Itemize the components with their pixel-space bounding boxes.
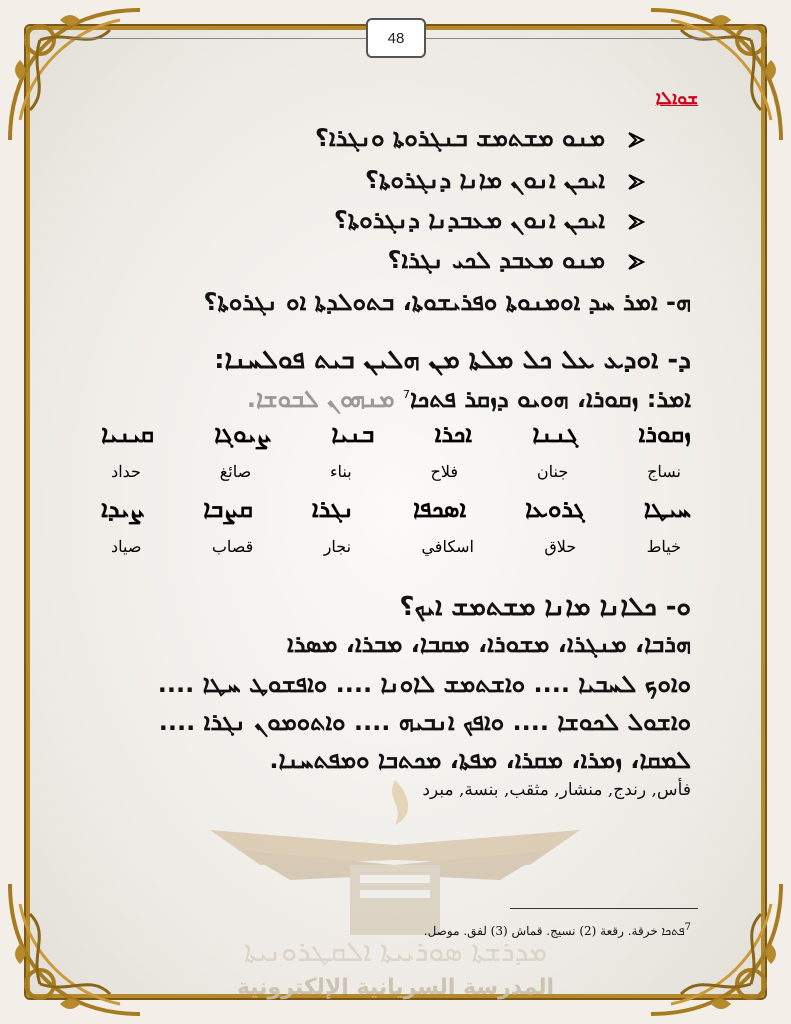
paragraph-line-2: ܘܐܘܟ ܠܚܒܝܐ .... ܘܐܫܬܡܫ ܠܐܘܢܐ .... ܘܐܦܫܘܛ ܚܛܐ .... xyxy=(157,670,691,698)
arabic-tools-line: فأس, رندج, منشار, مثقب, بنسة, مبرد xyxy=(422,780,691,800)
vocab-translation: اسكافي xyxy=(421,537,474,556)
example-line xyxy=(247,385,691,413)
watermark-syriac: ܡܕܪܫܬܐ ܣܘܪܝܝܬܐ ܐܠܩܛܪܘܢܝܬܐ xyxy=(243,935,548,968)
paragraph-line-1: ܗܪܒܐ، ܡܢܓܪܐ، ܡܫܘܪܐ، ܡܩܒܐ، ܡܒܪܐ، ܡܣܪܐ xyxy=(286,630,691,658)
vocab-row-1-syriac xyxy=(101,420,691,448)
footnote xyxy=(424,922,691,939)
vocab-word: ܓܪܘܥܐ xyxy=(525,495,585,523)
vocab-translation: جنان xyxy=(536,462,569,481)
example-rest: ܡܢܗܘܢ ܠܒܘܫܐ. xyxy=(246,385,395,413)
vocab-translation: صائغ xyxy=(219,462,252,481)
watermark-arabic: المدرسة السريانية الإلكترونية xyxy=(236,975,555,1000)
question-v: ܘ- ܟܠܐܢܐ ܡܐܢܐ ܡܫܬܡܫ ܐܝܟ؟ xyxy=(399,592,691,622)
vocab-row-2-syriac xyxy=(101,495,691,523)
question-d: ܕ- ܐܘܕܥ ܥܠ ܟܠ ܡܠܬܐ ܡܢ ܗܠܝܢ ܒܝܬ ܦܘܠܚܢܐ: xyxy=(214,345,691,375)
vocab-translation: خياط xyxy=(646,537,681,556)
vocab-translation: نساج xyxy=(647,462,681,481)
section-label: ܫܘܐܠܐ xyxy=(655,88,698,109)
vocab-word: ܚܝܛܐ xyxy=(643,495,691,523)
question-h: ܗ- ܐܡܪ ܚܕ ܐܘܡܢܘܬܐ ܘܦܪܝܫܘܬܐ، ܒܬܘܠܕܬܐ ܐܘ ܢܓܪܘܬܐ؟ xyxy=(203,288,691,316)
vocab-word: ܐܟܪܐ xyxy=(434,420,473,448)
footnote-text: ܦܬܟܐ خرقة. رقعة (2) نسيج. قماش (3) لفق. موصل. xyxy=(423,924,685,938)
page-number: 48 xyxy=(366,18,426,58)
vocab-word: ܓܢܢܐ xyxy=(532,420,579,448)
vocab-word: ܒܢܝܐ xyxy=(331,420,375,448)
question-1: ܡܢܘ ܡܫܬܡܫ ܒܢܓܪܘܬܐ ܘܢܓܪܐ؟ xyxy=(314,124,605,152)
example-text: ܐܡܪ: ܙܩܘܪܐ، ܗܘܝܘ ܕܙܩܪ ܦܬܟܐ xyxy=(409,385,691,413)
footnote-number: 7 xyxy=(684,922,691,933)
vocab-translation: بناء xyxy=(330,462,352,481)
vocab-translation: نجار xyxy=(323,537,352,556)
question-3: ܐܝܟܢ ܐܢܘܢ ܡܥܒܕܢܐ ܕܢܓܪܘܬܐ؟ xyxy=(333,206,605,234)
arrow-bullet-icon xyxy=(626,172,646,192)
vocab-row-2-arabic xyxy=(111,537,681,556)
vocab-translation: صياد xyxy=(111,537,142,556)
vocab-translation: حلاق xyxy=(544,537,577,556)
question-4: ܡܢܘ ܡܥܒܕ ܠܟܝ ܢܓܪܐ؟ xyxy=(387,246,605,274)
example-footnote-ref: 7 xyxy=(402,388,410,401)
vocab-translation: قصاب xyxy=(211,537,254,556)
vocab-word: ܨܝܘܓܐ xyxy=(214,420,272,448)
vocab-word: ܐܣܟܦܐ xyxy=(413,495,467,523)
vocab-word: ܩܨܒܐ xyxy=(203,495,253,523)
question-2: ܐܝܟܢ ܐܢܘܢ ܡܐܢܐ ܕܢܓܪܘܬܐ؟ xyxy=(365,166,605,194)
paragraph-line-4: ܠܡܩܐ، ܙܡܪܐ، ܡܩܪܐ، ܡܦܬܐ، ܡܟܬܒܐ ܘܡܦܬܚܢܐ. xyxy=(269,746,691,774)
arrow-bullet-icon xyxy=(626,130,646,150)
vocab-translation: حداد xyxy=(111,462,141,481)
vocab-word: ܨܝܕܐ xyxy=(101,495,145,523)
arrow-bullet-icon xyxy=(626,212,646,232)
vocab-word: ܙܩܘܪܐ xyxy=(638,420,691,448)
vocab-word: ܢܓܪܐ xyxy=(311,495,355,523)
footnote-rule xyxy=(510,908,698,909)
vocab-word: ܩܝܢܝܐ xyxy=(101,420,154,448)
vocab-row-1-arabic xyxy=(111,462,681,481)
arrow-bullet-icon xyxy=(626,252,646,272)
paragraph-line-3: ܘܐܫܘܠ ܠܟܘܫܐ .... ܘܐܦܟ ܐܢܒܝܗ .... ܘܐܬܘܡܘܢ ܢܓܪܐ .... xyxy=(158,708,691,736)
vocab-translation: فلاح xyxy=(430,462,459,481)
